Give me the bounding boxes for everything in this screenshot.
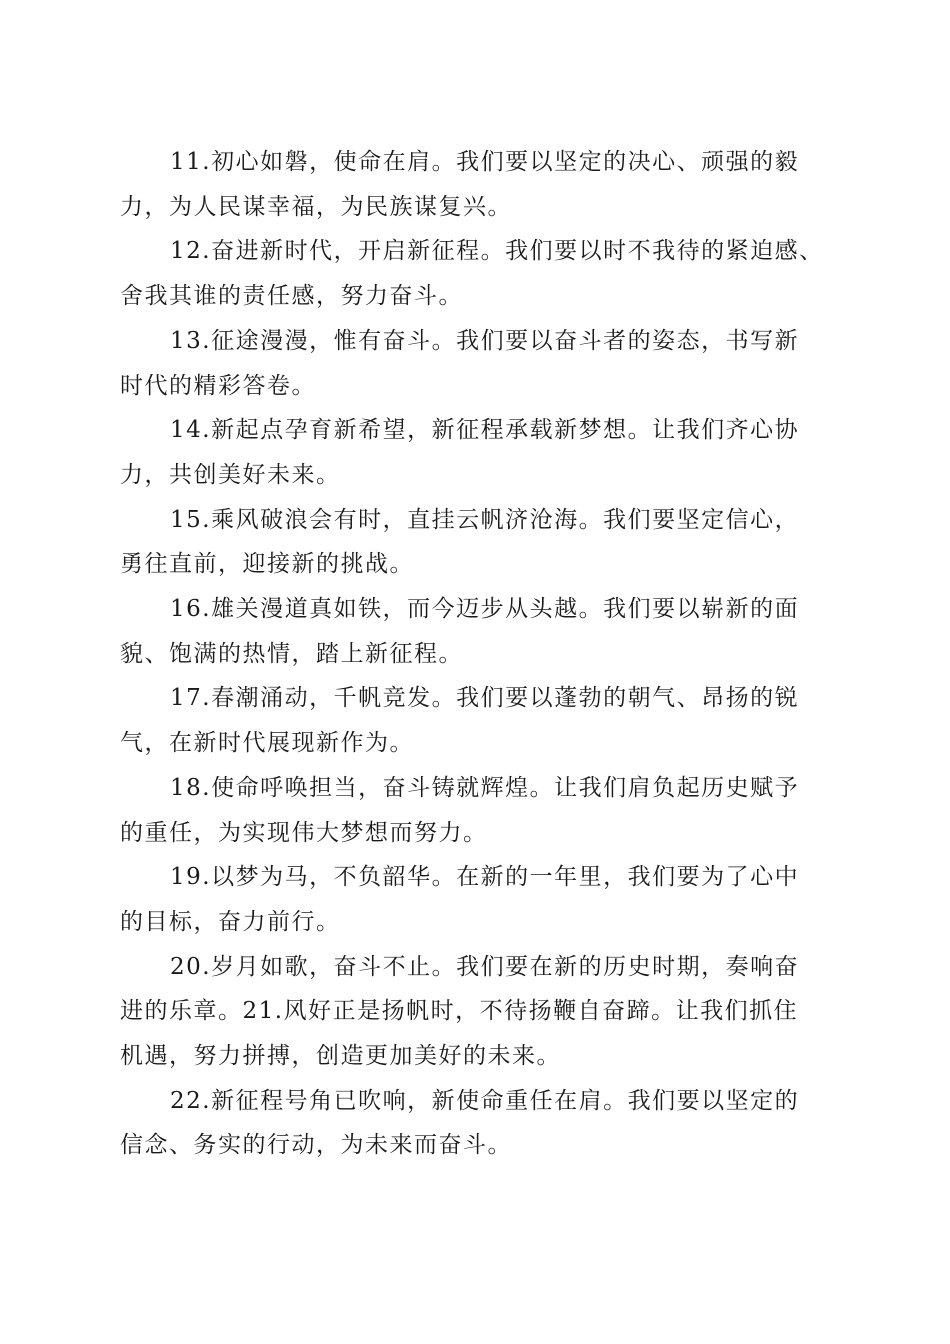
paragraph-line: 勇往直前，迎接新的挑战。 xyxy=(120,551,414,578)
paragraph-14 xyxy=(120,408,828,497)
paragraph-line: 11.初心如磐，使命在肩。我们要以坚定的决心、顽强的毅 xyxy=(170,149,800,175)
paragraph-line: 18.使命呼唤担当，奋斗铸就辉煌。让我们肩负起历史赋予 xyxy=(170,774,800,801)
paragraph-line: 15.乘风破浪会有时，直挂云帆济沧海。我们要坚定信心， xyxy=(170,506,800,533)
paragraph-line: 力，为人民谋幸福，为民族谋复兴。 xyxy=(120,193,512,220)
paragraph-line: 22.新征程号角已吹响，新使命重任在肩。我们要以坚定的 xyxy=(170,1087,800,1114)
paragraph-18 xyxy=(120,766,828,855)
paragraph-12 xyxy=(120,229,828,318)
paragraph-line: 17.春潮涌动，千帆竞发。我们要以蓬勃的朝气、昂扬的锐 xyxy=(170,685,800,712)
paragraph-15 xyxy=(120,498,828,587)
paragraph-line: 12.奋进新时代，开启新征程。我们要以时不我待的紧迫感、 xyxy=(170,238,824,265)
paragraph-line: 貌、饱满的热情，踏上新征程。 xyxy=(120,640,463,667)
paragraph-line: 19.以梦为马，不负韶华。在新的一年里，我们要为了心中 xyxy=(170,864,800,891)
paragraph-line: 13.征途漫漫，惟有奋斗。我们要以奋斗者的姿态，书写新 xyxy=(170,327,800,354)
paragraph-17 xyxy=(120,676,828,765)
paragraph-16 xyxy=(120,587,828,676)
paragraph-line: 力，共创美好未来。 xyxy=(120,461,341,488)
paragraph-20-21 xyxy=(120,945,828,1079)
paragraph-13 xyxy=(120,319,828,408)
paragraph-line: 信念、务实的行动，为未来而奋斗。 xyxy=(120,1132,512,1159)
paragraph-line: 的目标，奋力前行。 xyxy=(120,908,341,935)
paragraph-22 xyxy=(120,1079,828,1168)
paragraph-line: 气，在新时代展现新作为。 xyxy=(120,730,414,757)
paragraph-11 xyxy=(120,140,828,229)
paragraph-line: 14.新起点孕育新希望，新征程承载新梦想。让我们齐心协 xyxy=(170,417,800,444)
paragraph-line: 进的乐章。21.风好正是扬帆时，不待扬鞭自奋蹄。让我们抓住 xyxy=(120,998,799,1025)
paragraph-line: 时代的精彩答卷。 xyxy=(120,372,316,399)
paragraph-line: 机遇，努力拼搏，创造更加美好的未来。 xyxy=(120,1043,561,1070)
paragraph-line: 的重任，为实现伟大梦想而努力。 xyxy=(120,819,488,846)
paragraph-line: 20.岁月如歌，奋斗不止。我们要在新的历史时期，奏响奋 xyxy=(170,953,800,980)
paragraph-line: 舍我其谁的责任感，努力奋斗。 xyxy=(120,283,463,310)
paragraph-line: 16.雄关漫道真如铁，而今迈步从头越。我们要以崭新的面 xyxy=(170,596,800,623)
document-body xyxy=(120,140,828,1168)
paragraph-19 xyxy=(120,855,828,944)
